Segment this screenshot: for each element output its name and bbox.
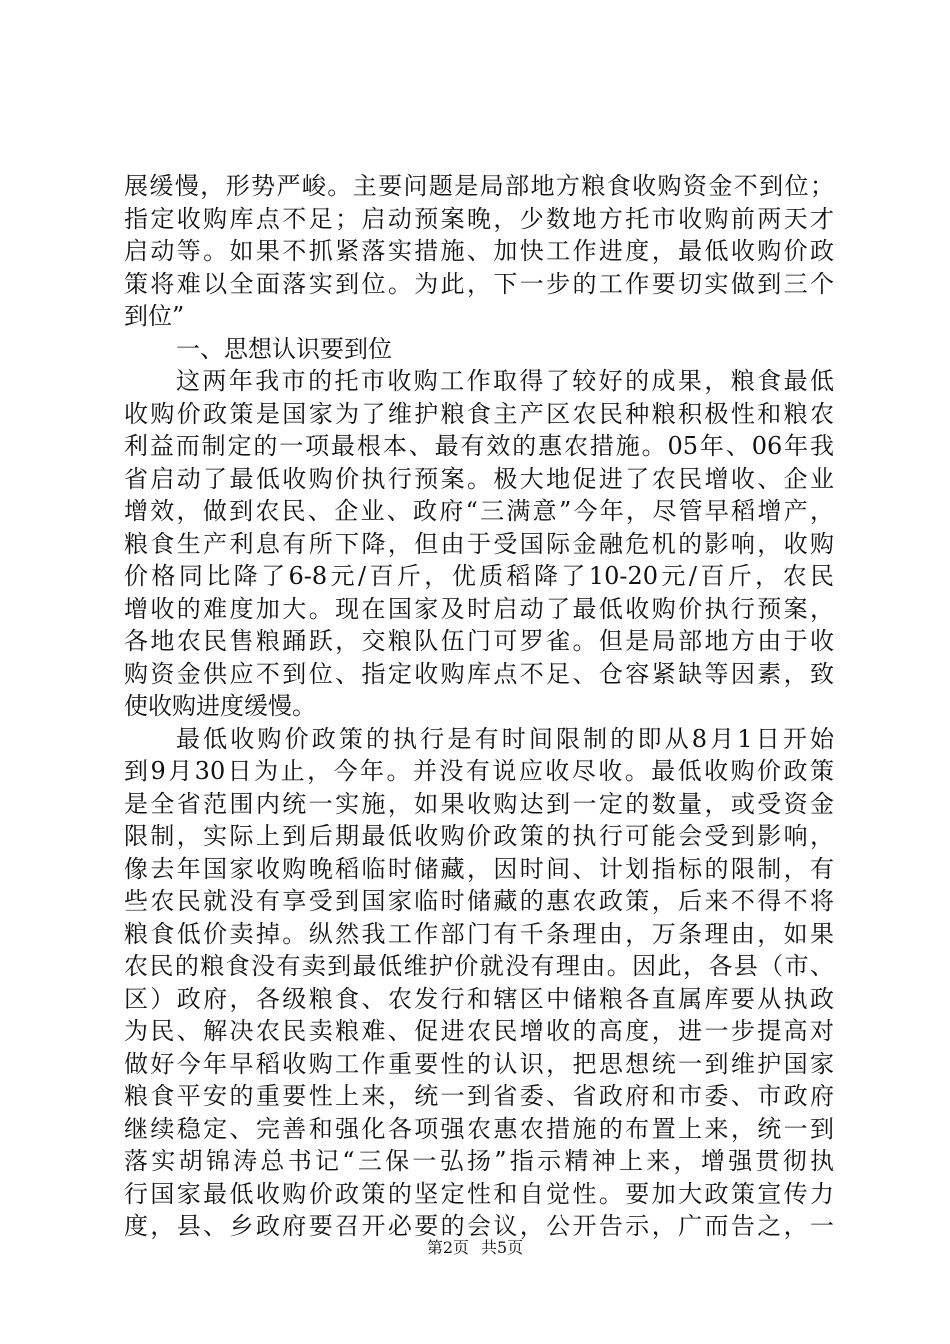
text-line: 价格同比降了6-8元/百斤，优质稻降了10-20元/百斤，农民 (124, 562, 834, 590)
page-number: 第2页 (426, 1238, 469, 1257)
page-total: 共5页 (481, 1238, 524, 1257)
text-line: 做好今年早稻收购工作重要性的认识，把思想统一到维护国家 (124, 1049, 834, 1078)
text-line: 到位” (124, 302, 185, 330)
text-line: 继续稳定、完善和强化各项强农惠农措施的布置上来，统一到 (124, 1114, 834, 1143)
text-line: 限制，实际上到后期最低收购价政策的执行可能会受到影响， (124, 822, 834, 850)
text-line: 区）政府，各级粮食、农发行和辖区中储粮各直属库要从执政 (124, 984, 834, 1013)
text-line: 像去年国家收购晚稻临时储藏，因时间、计划指标的限制，有 (124, 854, 834, 883)
text-line: 增效，做到农民、企业、政府“三满意”今年，尽管早稻增产， (124, 497, 834, 525)
text-line: 增收的难度加大。现在国家及时启动了最低收购价执行预案， (124, 594, 834, 623)
text-line: 展缓慢，形势严峻。主要问题是局部地方粮食收购资金不到位； (124, 172, 834, 200)
text-line: 最低收购价政策的执行是有时间限制的即从8月1日开始 (176, 724, 834, 753)
text-line: 些农民就没有享受到国家临时储藏的惠农政策，后来不得不将 (124, 887, 834, 915)
text-line: 各地农民售粮踊跃，交粮队伍门可罗雀。但是局部地方由于收 (124, 627, 834, 655)
text-line: 落实胡锦涛总书记“三保一弘扬”指示精神上来，增强贯彻执 (124, 1147, 834, 1175)
text-line: 启动等。如果不抓紧落实措施、加快工作进度，最低收购价政 (124, 237, 834, 265)
text-line: 粮食低价卖掉。纵然我工作部门有千条理由，万条理由，如果 (124, 919, 834, 948)
text-line: 是全省范围内统一实施，如果收购达到一定的数量，或受资金 (124, 789, 834, 818)
text-line: 这两年我市的托市收购工作取得了较好的成果，粮食最低 (176, 367, 834, 395)
text-line: 收购价政策是国家为了维护粮食主产区农民种粮积极性和粮农 (124, 399, 834, 428)
text-line: 为民、解决农民卖粮难、促进农民增收的高度，进一步提高对 (124, 1017, 834, 1045)
text-line: 农民的粮食没有卖到最低维护价就没有理由。因此，各县（市、 (124, 952, 834, 980)
text-line: 粮食平安的重要性上来，统一到省委、省政府和市委、市政府 (124, 1082, 834, 1110)
text-line: 利益而制定的一项最根本、最有效的惠农措施。05年、06年我 (124, 432, 834, 460)
text-line: 到9月30日为止，今年。并没有说应收尽收。最低收购价政策 (124, 757, 834, 785)
text-line: 使收购进度缓慢。 (124, 692, 316, 720)
page-footer (0, 1238, 950, 1258)
text-line: 省启动了最低收购价执行预案。极大地促进了农民增收、企业 (124, 464, 834, 493)
text-line: 行国家最低收购价政策的坚定性和自觉性。要加大政策宣传力 (124, 1179, 834, 1208)
text-line: 度，县、乡政府要召开必要的会议，公开告示，广而告之，一 (124, 1212, 834, 1240)
document-body (124, 170, 834, 1243)
text-line: 策将难以全面落实到位。为此，下一步的工作要切实做到三个 (124, 269, 834, 298)
text-line: 指定收购库点不足；启动预案晚，少数地方托市收购前两天才 (124, 204, 834, 233)
text-line: 粮食生产利息有所下降，但由于受国际金融危机的影响，收购 (124, 529, 834, 558)
text-line: 购资金供应不到位、指定收购库点不足、仓容紧缺等因素，致 (124, 659, 834, 688)
text-line: 一、思想认识要到位 (176, 334, 392, 363)
